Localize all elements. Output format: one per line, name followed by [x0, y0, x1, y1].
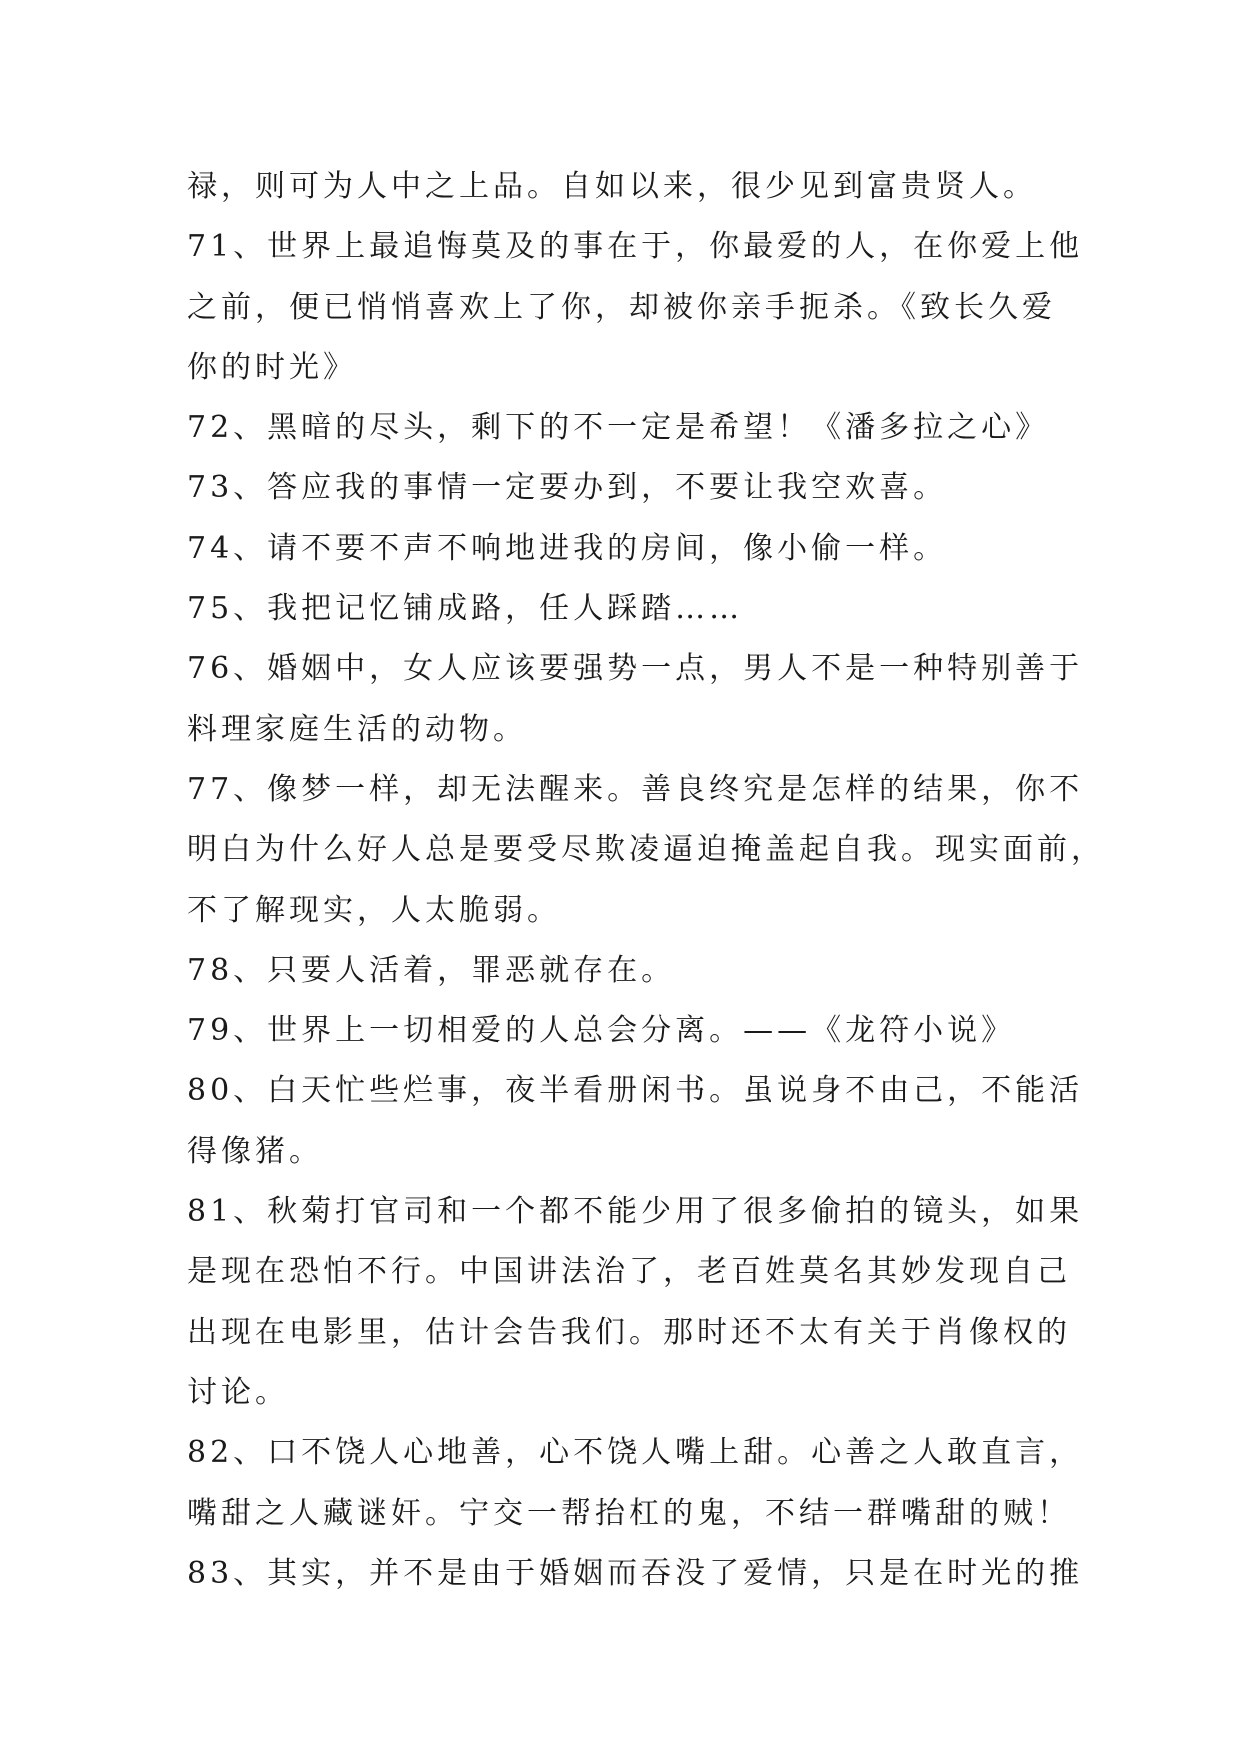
text-line: 料理家庭生活的动物。: [187, 711, 527, 747]
text-line: 78、只要人活着，罪恶就存在。: [187, 952, 676, 988]
text-line: 之前，便已悄悄喜欢上了你，却被你亲手扼杀。《致长久爱: [187, 289, 1056, 325]
text-line: 82、口不饶人心地善，心不饶人嘴上甜。心善之人敢直言，: [187, 1435, 1084, 1471]
text-line: 明白为什么好人总是要受尽欺凌逼迫掩盖起自我。现实面前，: [187, 832, 1105, 868]
body-text: [187, 157, 1105, 1604]
text-line: 74、请不要不声不响地进我的房间，像小偷一样。: [187, 530, 948, 566]
text-line: 嘴甜之人藏谜奸。宁交一帮抬杠的鬼，不结一群嘴甜的贼！: [187, 1495, 1071, 1531]
text-line: 80、白天忙些烂事，夜半看册闲书。虽说身不由己，不能活: [187, 1073, 1084, 1109]
text-line: 77、像梦一样，却无法醒来。善良终究是怎样的结果，你不: [187, 771, 1084, 807]
text-line: 81、秋菊打官司和一个都不能少用了很多偷拍的镜头，如果: [187, 1194, 1084, 1230]
text-line: 72、黑暗的尽头，剩下的不一定是希望！《潘多拉之心》: [187, 410, 1050, 446]
text-line: 你的时光》: [187, 349, 357, 385]
text-line: 76、婚姻中，女人应该要强势一点，男人不是一种特别善于: [187, 651, 1084, 687]
text-line: 79、世界上一切相爱的人总会分离。——《龙符小说》: [187, 1013, 1016, 1049]
text-line: 73、答应我的事情一定要办到，不要让我空欢喜。: [187, 470, 948, 506]
text-line: 禄，则可为人中之上品。自如以来，很少见到富贵贤人。: [187, 169, 1037, 204]
text-line: 是现在恐怕不行。中国讲法治了，老百姓莫名其妙发现自己: [187, 1254, 1071, 1290]
text-line: 讨论。: [187, 1374, 289, 1410]
text-line: 71、世界上最追悔莫及的事在于，你最爱的人，在你爱上他: [187, 229, 1084, 265]
text-line: 75、我把记忆铺成路，任人踩踏……: [187, 591, 744, 627]
text-line: 得像猪。: [187, 1133, 323, 1169]
text-line: 出现在电影里，估计会告我们。那时还不太有关于肖像权的: [187, 1314, 1071, 1350]
text-line: 83、其实，并不是由于婚姻而吞没了爱情，只是在时光的推: [187, 1555, 1084, 1591]
text-line: 不了解现实，人太脆弱。: [187, 892, 561, 928]
